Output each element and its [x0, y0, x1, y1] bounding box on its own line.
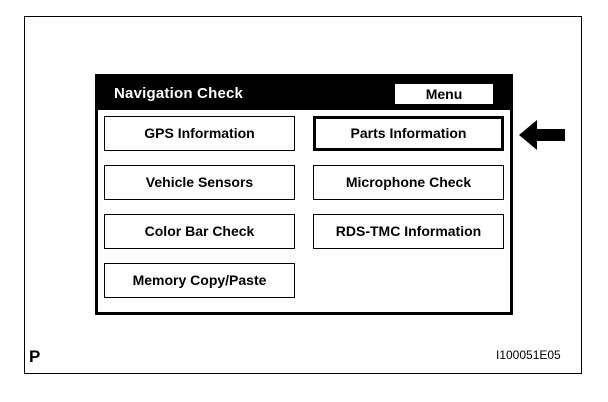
menu-button[interactable]: Menu — [395, 84, 493, 104]
arrow-left-icon — [519, 120, 565, 150]
parts-information-button[interactable]: Parts Information — [313, 116, 504, 151]
microphone-check-button[interactable]: Microphone Check — [313, 165, 504, 200]
corner-label: P — [29, 347, 41, 366]
title-bar — [98, 77, 510, 110]
screen-title: Navigation Check — [114, 85, 244, 102]
navigation-check-screen — [95, 74, 513, 315]
rds-tmc-information-button[interactable]: RDS-TMC Information — [313, 214, 504, 249]
vehicle-sensors-button[interactable]: Vehicle Sensors — [104, 165, 295, 200]
gps-information-button[interactable]: GPS Information — [104, 116, 295, 151]
reference-code: I100051E05 — [496, 348, 561, 362]
memory-copy-paste-button[interactable]: Memory Copy/Paste — [104, 263, 295, 298]
color-bar-check-button[interactable]: Color Bar Check — [104, 214, 295, 249]
